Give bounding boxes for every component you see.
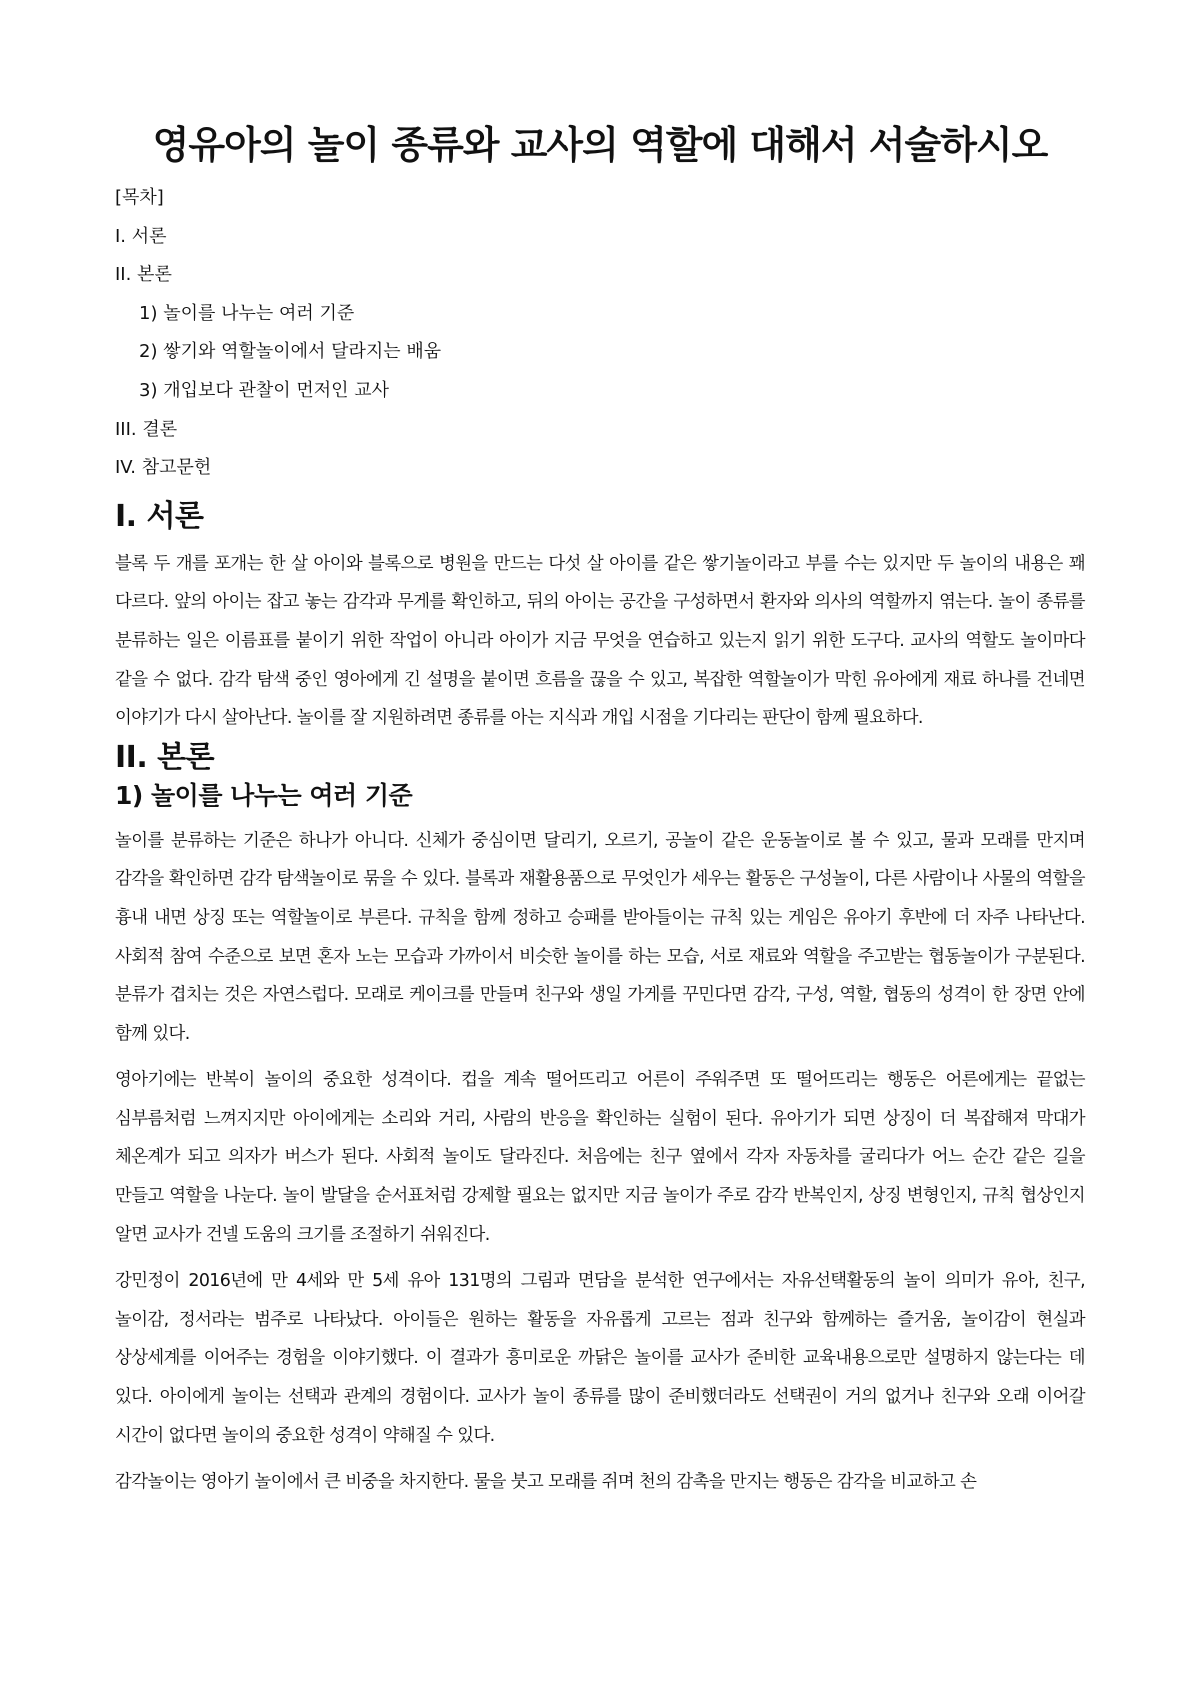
toc-item-references: IV. 참고문헌 bbox=[115, 457, 212, 479]
subsection-heading-1: 1) 놀이를 나누는 여러 기준 bbox=[115, 780, 413, 810]
toc-heading: [목차] bbox=[115, 187, 164, 208]
table-of-contents bbox=[115, 188, 1085, 497]
body-paragraph-3: 강민정이 2016년에 만 4세와 만 5세 유아 131명의 그림과 면담을 분석한 연구에서는 자유선택활동의 놀이 의미가 유아, 친구, 놀이감, 정서라는 범주로 나타났다. 아이들은 원하는 활동을 자유롭게 고르는 점과 친구와 함께하는 즐거움, 놀이감이 현실과 상상세계를 이어주는 경험을 이야기했다. 이 결과가 흥미로운 까닭은 놀이를 교사가 준비한 교육내용으로만 설명하지 않는다는 데 있다. 아이에게 놀이는 선택과 관계의 경험이다. 교사가 놀이 종류를 많이 준비했더라도 선택권이 거의 없거나 친구와 오래 이어갈 시간이 없다면 놀이의 중요한 성격이 약해질 수 있다. bbox=[115, 1271, 1085, 1446]
section-heading-intro: I. 서론 bbox=[115, 498, 204, 534]
toc-item-body-1: 1) 놀이를 나누는 여러 기준 bbox=[139, 302, 355, 324]
toc-item-body-2: 2) 쌓기와 역할놀이에서 달라지는 배움 bbox=[139, 341, 442, 363]
document-title: 영유아의 놀이 종류와 교사의 역할에 대해서 서술하시오 bbox=[152, 123, 1048, 167]
body-paragraph-4: 감각놀이는 영아기 놀이에서 큰 비중을 차지한다. 물을 붓고 모래를 쥐며 천의 감촉을 만지는 행동은 감각을 비교하고 손 bbox=[115, 1472, 977, 1493]
intro-paragraph: 블록 두 개를 포개는 한 살 아이와 블록으로 병원을 만드는 다섯 살 아이를 같은 쌓기놀이라고 부를 수는 있지만 두 놀이의 내용은 꽤 다르다. 앞의 아이는 잡고 놓는 감각과 무게를 확인하고, 뒤의 아이는 공간을 구성하면서 환자와 의사의 역할까지 엮는다. 놀이 종류를 분류하는 일은 이름표를 붙이기 위한 작업이 아니라 아이가 지금 무엇을 연습하고 있는지 읽기 위한 도구다. 교사의 역할도 놀이마다 같을 수 없다. 감각 탐색 중인 영아에게 긴 설명을 붙이면 흐름을 끊을 수 있고, 복잡한 역할놀이가 막힌 유아에게 재료 하나를 건네면 이야기가 다시 살아난다. 놀이를 잘 지원하려면 종류를 아는 지식과 개입 시점을 기다리는 판단이 함께 필요하다. bbox=[115, 553, 1085, 729]
toc-item-body: II. 본론 bbox=[115, 264, 172, 286]
toc-item-conclusion: III. 결론 bbox=[115, 418, 178, 440]
toc-item-body-3: 3) 개입보다 관찰이 먼저인 교사 bbox=[139, 379, 390, 401]
body-paragraph-1: 놀이를 분류하는 기준은 하나가 아니다. 신체가 중심이면 달리기, 오르기, 공놀이 같은 운동놀이로 볼 수 있고, 물과 모래를 만지며 감각을 확인하면 감각 탐색놀이로 묶을 수 있다. 블록과 재활용품으로 무엇인가 세우는 활동은 구성놀이, 다른 사람이나 사물의 역할을 흉내 내면 상징 또는 역할놀이로 부른다. 규칙을 함께 정하고 승패를 받아들이는 규칙 있는 게임은 유아기 후반에 더 자주 나타난다. 사회적 참여 수준으로 보면 혼자 노는 모습과 가까이서 비슷한 놀이를 하는 모습, 서로 재료와 역할을 주고받는 협동놀이가 구분된다. 분류가 겹치는 것은 자연스럽다. 모래로 케이크를 만들며 친구와 생일 가게를 꾸민다면 감각, 구성, 역할, 협동의 성격이 한 장면 안에 함께 있다. bbox=[115, 830, 1085, 1044]
toc-item-intro: I. 서론 bbox=[115, 225, 167, 247]
section-heading-body: II. 본론 bbox=[115, 739, 215, 775]
body-paragraph-2: 영아기에는 반복이 놀이의 중요한 성격이다. 컵을 계속 떨어뜨리고 어른이 주워주면 또 떨어뜨리는 행동은 어른에게는 끝없는 심부름처럼 느껴지지만 아이에게는 소리와 거리, 사람의 반응을 확인하는 실험이 된다. 유아기가 되면 상징이 더 복잡해져 막대가 체온계가 되고 의자가 버스가 된다. 사회적 놀이도 달라진다. 처음에는 친구 옆에서 각자 자동차를 굴리다가 어느 순간 같은 길을 만들고 역할을 나눈다. 놀이 발달을 순서표처럼 강제할 필요는 없지만 지금 놀이가 주로 감각 반복인지, 상징 변형인지, 규칙 협상인지 알면 교사가 건넬 도움의 크기를 조절하기 쉬워진다. bbox=[115, 1070, 1085, 1245]
